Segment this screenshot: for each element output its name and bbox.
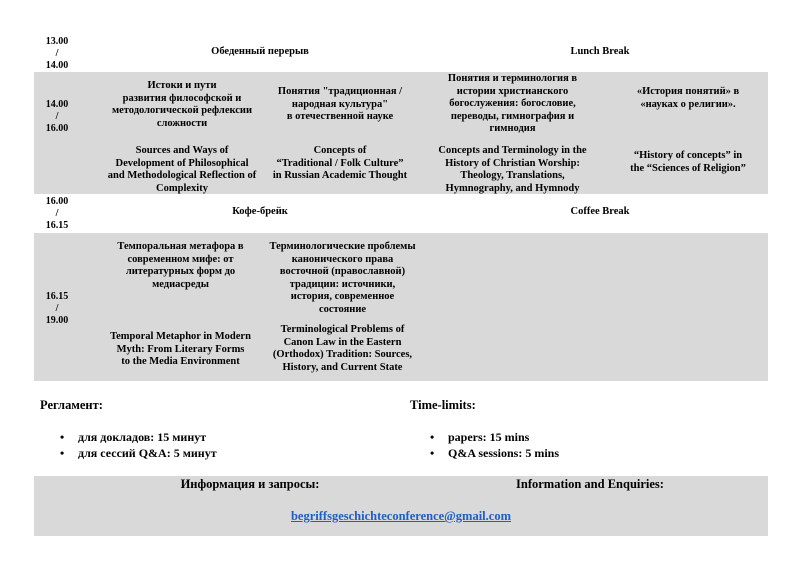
- list-item: • для сессий Q&A: 5 минут: [40, 445, 370, 461]
- session1-col2-ru: Понятия "традиционная / народная культура" в отечественной науке: [277, 86, 403, 122]
- session1-col1-ru: Истоки и пути развития философской и методологической рефлексии сложности: [111, 80, 253, 129]
- lunch-break-en: Lunch Break: [570, 46, 630, 57]
- rules-list-en: [410, 429, 740, 461]
- session2-col2-en: Terminological Problems of Canon Law in the Eastern (Orthodox) Tradition: Sources, History, and Current State: [272, 324, 413, 373]
- session1-col3-en: Concepts and Terminology in the History of Christian Worship: Theology, Translations, Hymnography, and Hymnody: [438, 145, 587, 194]
- rules-title-ru: Регламент:: [40, 398, 103, 412]
- coffee-break-en: Coffee Break: [570, 206, 630, 217]
- session1-col4-ru: «История понятий» в «науках о религии».: [636, 86, 740, 110]
- coffee-break-ru: Кофе-брейк: [232, 206, 288, 217]
- time-lunch: 13.00 / 14.00: [45, 36, 69, 71]
- list-item: • papers: 15 mins: [410, 429, 740, 445]
- email-wrapper: [34, 507, 768, 525]
- list-item: • для докладов: 15 минут: [40, 429, 370, 445]
- lunch-break-ru: Обеденный перерыв: [211, 46, 309, 57]
- session1-col2-en: Concepts of “Traditional / Folk Culture” in Russian Academic Thought: [272, 145, 408, 181]
- session2-col1-en: Temporal Metaphor in Modern Myth: From Literary Forms to the Media Environment: [110, 331, 251, 367]
- rules-list-ru: [40, 429, 370, 461]
- session1-col1-en: Sources and Ways of Development of Philosophical and Methodological Reflection of Complexity: [107, 145, 257, 194]
- session2-col1-ru: Темпоральная метафора в современном мифе: от литературных форм до медиасреды: [117, 241, 244, 290]
- time-session2: 16.15 / 19.00: [45, 291, 69, 326]
- session1-col4-en: “History of concepts” in the “Sciences of Religion”: [630, 150, 746, 174]
- session1-col3-ru: Понятия и терминология в истории христианского богослужения: богословие, переводы, гимнография и гимнодия: [447, 73, 578, 134]
- rules-title-en: Time-limits:: [410, 398, 476, 412]
- info-title-ru: Информация и запросы:: [180, 477, 320, 491]
- info-title-en: Information and Enquiries:: [516, 477, 664, 491]
- time-session1: 14.00 / 16.00: [45, 99, 69, 134]
- list-item: • Q&A sessions: 5 mins: [410, 445, 740, 461]
- email-link[interactable]: begriffsgeschichteconference@gmail.com: [290, 509, 511, 523]
- time-coffee: 16.00 / 16.15: [45, 196, 69, 231]
- session2-col2-ru: Терминологические проблемы канонического права восточной (православной) традиции: источники, история, современное состояние: [269, 241, 416, 315]
